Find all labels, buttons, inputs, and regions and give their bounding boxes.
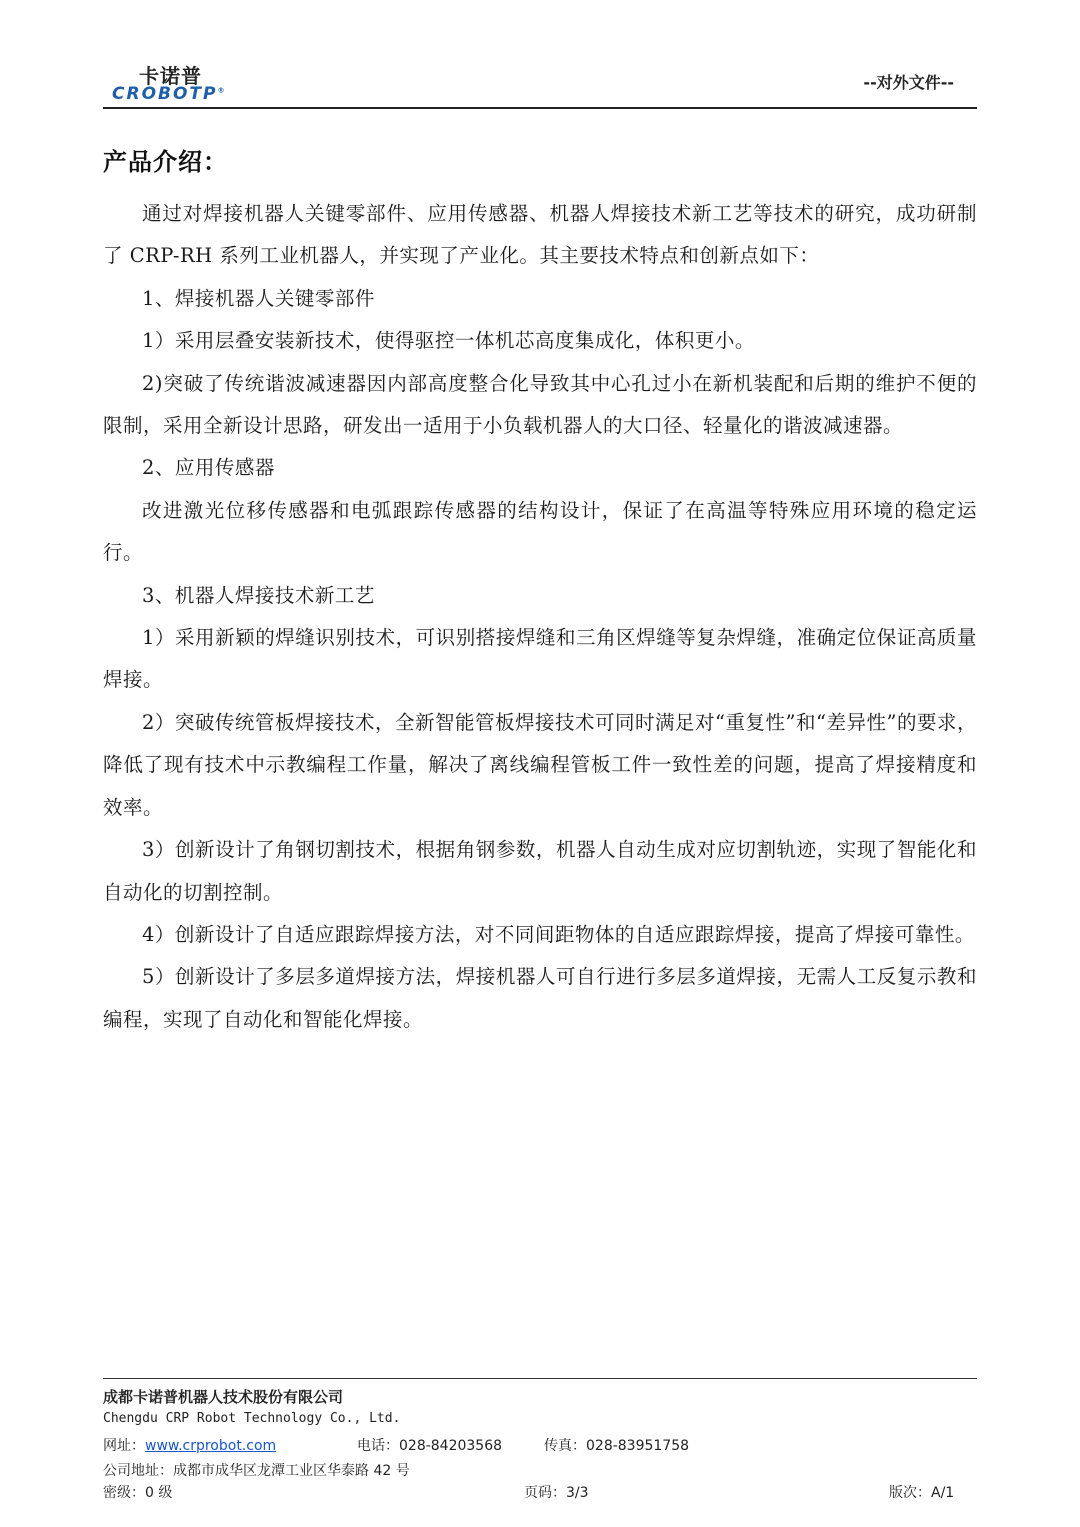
section-title: 产品介绍： [103,148,228,176]
header-divider [103,107,977,109]
footer-divider [103,1378,977,1379]
footer-meta-row [103,1482,977,1502]
paragraph-item-1-2: 2)突破了传统谐波减速器因内部高度整合化导致其中心孔过小在新机装配和后期的维护不便的限制，采用全新设计思路，研发出一适用于小负载机器人的大口径、轻量化的谐波减速器。 [103,371,977,438]
paragraph-intro: 通过对焊接机器人关键零部件、应用传感器、机器人焊接技术新工艺等技术的研究，成功研制了 CRP-RH 系列工业机器人，并实现了产业化。其主要技术特点和创新点如下： [103,202,977,268]
paragraph-item-3-2: 2）突破传统管板焊接技术，全新智能管板焊接技术可同时满足对“重复性”和“差异性”的要求，降低了现有技术中示教编程工作量，解决了离线编程管板工件一致性差的问题，提高了焊接精度和效率。 [103,710,977,819]
paragraph-heading-1: 1、焊接机器人关键零部件 [142,286,375,310]
footer-contact-row [103,1435,977,1455]
logo-en-wordmark: CROBOTP [112,84,218,104]
footer-website-label: 网址： [103,1438,145,1454]
footer-company-name-en: Chengdu CRP Robot Technology Co., Ltd. [103,1411,401,1426]
registered-mark: ® [217,86,227,95]
paragraph-item-3-1: 1）采用新颖的焊缝识别技术，可识别搭接焊缝和三角区焊缝等复杂焊缝，准确定位保证高质量焊接。 [103,626,977,692]
footer-fax: 传真：028-83951758 [544,1438,690,1454]
footer-version: 版次：A/1 [889,1485,955,1501]
footer-phone: 电话：028-84203568 [357,1438,503,1454]
company-logo [112,56,242,106]
paragraph-item-3-5: 5）创新设计了多层多道焊接方法，焊接机器人可自行进行多层多道焊接，无需人工反复示教和编程，实现了自动化和智能化焊接。 [103,965,977,1031]
paragraph-heading-3: 3、机器人焊接技术新工艺 [142,583,375,607]
footer-address: 公司地址：成都市成华区龙潭工业区华泰路 42 号 [103,1463,410,1479]
paragraph-heading-2: 2、应用传感器 [142,456,275,480]
footer-page-number: 页码：3/3 [524,1485,589,1501]
logo-en-text [112,84,226,104]
footer-address-row [103,1460,977,1480]
document-classification-tag: --对外文件-- [863,73,954,92]
paragraph-item-3-4: 4）创新设计了自适应跟踪焊接方法，对不同间距物体的自适应跟踪焊接，提高了焊接可靠性。 [142,922,975,946]
logo-cn-text: 卡诺普 [139,64,202,88]
paragraph-item-1-1: 1）采用层叠安装新技术，使得驱控一体机芯高度集成化，体积更小。 [142,329,755,353]
paragraph-item-2: 改进激光位移传感器和电弧跟踪传感器的结构设计，保证了在高温等特殊应用环境的稳定运行。 [103,498,977,565]
main-content [103,193,977,1041]
website-link[interactable]: www.crprobot.com [145,1438,277,1454]
footer-website [103,1435,276,1455]
footer-company-name: 成都卡诺普机器人技术股份有限公司 [103,1388,344,1406]
paragraph-item-3-3: 3）创新设计了角钢切割技术，根据角钢参数，机器人自动生成对应切割轨迹，实现了智能化和自动化的切割控制。 [103,838,977,904]
footer-secrecy-level: 密级：0 级 [103,1485,173,1501]
